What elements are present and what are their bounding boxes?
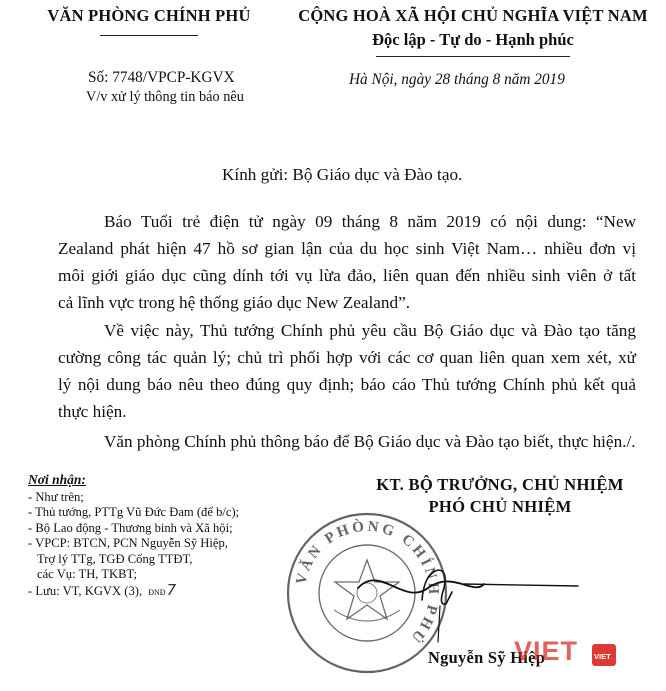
svg-text:VIET: VIET bbox=[594, 652, 611, 661]
document-subject: V/v xử lý thông tin báo nêu bbox=[86, 89, 244, 105]
place-and-date: Hà Nội, ngày 28 tháng 8 năm 2019 bbox=[349, 71, 565, 88]
paragraph-line: Về việc này, Thủ tướng Chính phủ yêu cầu Bộ Giáo dục và Đào tạo tăng bbox=[104, 321, 636, 340]
paragraph-line: Zealand phát hiện 47 hồ sơ gian lận của du học sinh Việt Nam… nhiều đơn vị bbox=[58, 239, 636, 258]
signing-authority: KT. BỘ TRƯỞNG, CHỦ NHIỆM bbox=[376, 475, 624, 494]
recipient-item: Trợ lý TTg, TGĐ Cổng TTĐT, bbox=[37, 551, 193, 566]
recipient-item: các Vụ: TH, TKBT; bbox=[37, 567, 138, 581]
paragraph-line: cả lĩnh vực trong hệ thống giáo dục New Zealand”. bbox=[58, 293, 410, 312]
document-number: Số: 7748/VPCP-KGVX bbox=[88, 69, 235, 86]
svg-text:VIET: VIET bbox=[514, 636, 579, 666]
paragraph-line: thực hiện. bbox=[58, 402, 127, 421]
storage-count: 7 bbox=[166, 580, 177, 599]
paragraph-line: môi giới giáo dục cũng dính tới vụ lừa đảo, liên quan đến nhiều sinh viên ở tất bbox=[58, 266, 636, 285]
paragraph-line: Văn phòng Chính phủ thông báo để Bộ Giáo dục và Đào tạo biết, thực hiện./. bbox=[104, 432, 636, 451]
paragraph-2 bbox=[58, 317, 636, 425]
paragraph-1 bbox=[58, 208, 636, 316]
signer-position: PHÓ CHỦ NHIỆM bbox=[428, 497, 572, 516]
signer-name: Nguyễn Sỹ Hiệp bbox=[428, 648, 546, 667]
recipient-item: - VPCP: BTCN, PCN Nguyễn Sỹ Hiệp, bbox=[28, 536, 228, 550]
recipients-title: Nơi nhận: bbox=[28, 472, 86, 487]
salutation: Kính gửi: Bộ Giáo dục và Đào tạo. bbox=[222, 165, 463, 184]
agency-underline bbox=[100, 35, 198, 36]
motto-underline bbox=[376, 56, 570, 57]
recipient-storage: - Lưu: VT, KGVX (3), bbox=[28, 583, 143, 598]
paragraph-line: lý nội dung báo nêu theo đúng quy định; báo cáo Thủ tướng Chính phủ kết quả bbox=[58, 375, 636, 394]
paragraph-line: Báo Tuổi trẻ điện tử ngày 09 tháng 8 năm 2019 có nội dung: “New bbox=[104, 212, 636, 231]
recipient-item bbox=[28, 580, 328, 601]
national-motto: Độc lập - Tự do - Hạnh phúc bbox=[372, 30, 574, 49]
paragraph-3 bbox=[58, 428, 636, 455]
issuing-agency: VĂN PHÒNG CHÍNH PHỦ bbox=[47, 6, 251, 25]
national-title: CỘNG HOÀ XÃ HỘI CHỦ NGHĨA VIỆT NAM bbox=[298, 6, 648, 25]
paragraph-line: cường công tác quản lý; chủ trì phối hợp với các cơ quan liên quan xem xét, xử bbox=[58, 348, 636, 367]
watermark-logo bbox=[508, 628, 618, 674]
recipient-item: - Thủ tướng, PTTg Vũ Đức Đam (để b/c); bbox=[28, 505, 240, 519]
vietnamnet-logo-icon bbox=[508, 628, 618, 674]
storage-note: ĐNĐ bbox=[148, 587, 166, 597]
recipients-block bbox=[28, 472, 328, 600]
recipient-item: - Bộ Lao động - Thương binh và Xã hội; bbox=[28, 520, 233, 535]
svg-text:VĂN PHÒNG CHÍNH PHỦ: VĂN PHÒNG CHÍNH PHỦ bbox=[293, 518, 442, 648]
recipient-item: - Như trên; bbox=[28, 489, 84, 504]
